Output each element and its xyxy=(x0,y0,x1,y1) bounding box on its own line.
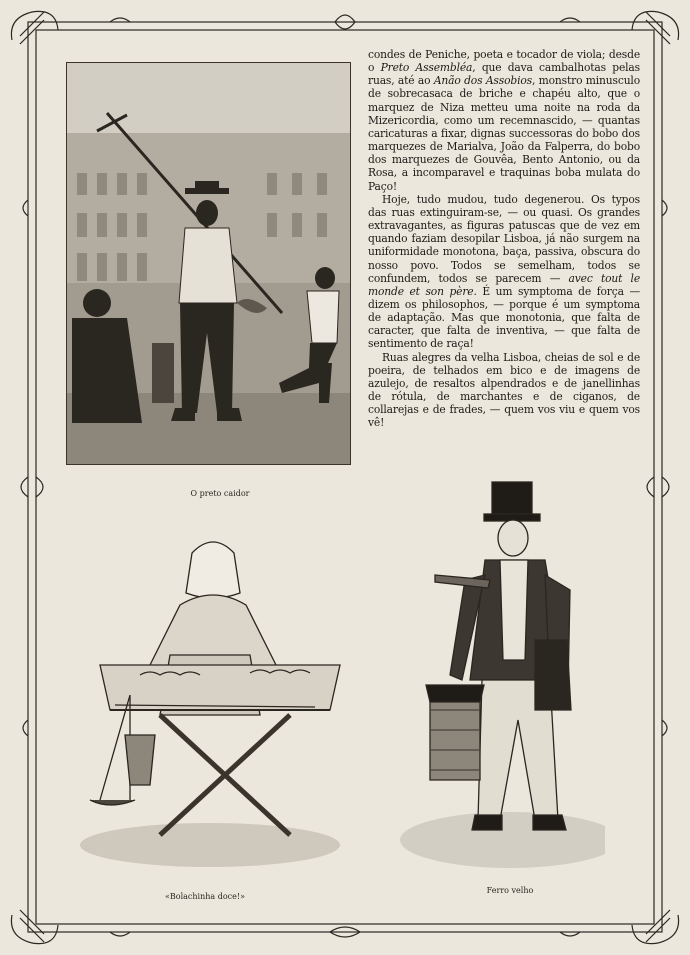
illustration-biscuit-seller xyxy=(70,535,350,880)
paragraph-2: Hoje, tudo mudou, tudo degenerou. Os typos das ruas extinguiram-se, — ou quasi. Os grandes extravagantes, as figuras patuscas que de vez em quando faziam desopilar Lisboa, já não surgem na uniformidade monotona, baça, passiva, obscura do nosso povo. Todos se semelham, todos se confundem, todos se parecem — avec tout le monde et son père. É um symptoma de força — dizem os philosophos, — porque é um symptoma de adaptação. Mas que monotonia, que falta de caracter, que falta de inventiva, — que falta de sentimento de raça! xyxy=(368,192,640,351)
caption-fig2: «Bolachinha doce!» xyxy=(165,892,245,901)
paragraph-1: condes de Peniche, poeta e tocador de viola; desde o Preto Assembléa, que dava cambalhotas pelas ruas, até ao Anão dos Assobios, monstro minusculo de sobrecasaca de briche e chapéu alto, que o marquez de Niza metteu uma noite na roda da Mizericordia, como um recemnascido, — quantas caricaturas a fixar, dignas successoras do bobo dos marquezes de Marialva, João da Falperra, do bobo dos marquezes de Gouvêa, Bento Antonio, ou da Rosa, a incomparavel e traquinas boba mulata do Paço! xyxy=(368,48,640,193)
caption-fig1: O preto caidor xyxy=(190,489,250,498)
paragraph-3: Ruas alegres da velha Lisboa, cheias de sol e de poeira, de telhados em bico e de imagens de azulejo, de resaltos alpendrados e de janellinhas de rótula, de marchantes e de ciganos, de collarejas e de frades, — quem vos viu e quem vos vê! xyxy=(368,350,640,430)
article-text xyxy=(368,48,640,430)
illustration-scrap-dealer xyxy=(390,480,605,880)
caption-fig3: Ferro velho xyxy=(486,886,534,895)
illustration-street-vendor xyxy=(66,62,351,465)
